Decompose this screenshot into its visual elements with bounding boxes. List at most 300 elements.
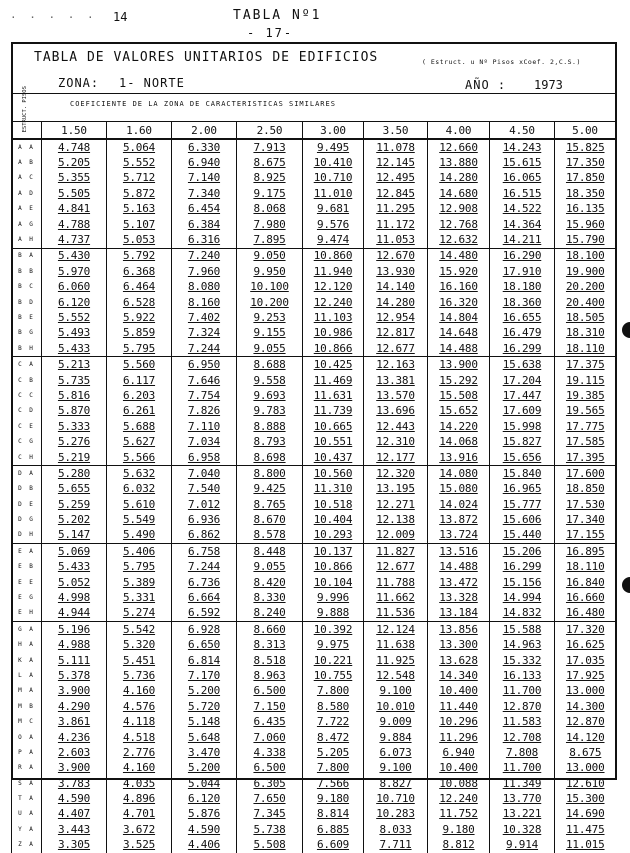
value-cell: 4.590 <box>172 822 237 837</box>
value-cell: 17.375 <box>555 357 616 373</box>
value-cell: 4.590 <box>42 791 107 806</box>
value-cell: 12.163 <box>364 357 428 373</box>
anio-value: 1973 <box>534 78 563 92</box>
value-cell: 12.677 <box>364 560 428 575</box>
value-cell: 16.515 <box>490 186 555 201</box>
value-cell: 9.975 <box>303 638 364 653</box>
value-cell: 5.816 <box>42 388 107 403</box>
value-cell: 14.648 <box>428 326 490 341</box>
value-cell: 10.755 <box>303 668 364 683</box>
value-cell: 13.184 <box>428 606 490 622</box>
column-header: 2.00 <box>172 122 237 140</box>
value-cell: 17.775 <box>555 419 616 434</box>
value-cell: 8.160 <box>172 295 237 310</box>
value-cell: 5.970 <box>42 264 107 279</box>
value-cell: 11.475 <box>555 822 616 837</box>
value-cell: 19.565 <box>555 404 616 419</box>
value-cell: 5.259 <box>42 497 107 512</box>
row-code: B E <box>12 310 42 325</box>
value-cell: 5.202 <box>42 512 107 527</box>
value-cell: 11.739 <box>303 404 364 419</box>
row-code: B C <box>12 280 42 295</box>
value-cell: 10.400 <box>428 684 490 699</box>
value-cell: 12.495 <box>364 171 428 186</box>
value-cell: 6.305 <box>237 776 303 791</box>
value-cell: 5.549 <box>107 512 172 527</box>
value-cell: 15.615 <box>490 155 555 170</box>
value-cell: 5.200 <box>172 761 237 776</box>
value-cell: 12.548 <box>364 668 428 683</box>
table-row <box>12 295 616 310</box>
row-code: C G <box>12 434 42 449</box>
value-cell: 15.156 <box>490 575 555 590</box>
value-cell: 5.430 <box>42 248 107 264</box>
value-cell: 7.800 <box>303 684 364 699</box>
value-cell: 15.777 <box>490 497 555 512</box>
value-cell: 15.080 <box>428 482 490 497</box>
value-cell: 14.488 <box>428 560 490 575</box>
row-code: M B <box>12 699 42 714</box>
value-cell: 12.145 <box>364 155 428 170</box>
value-cell: 10.551 <box>303 434 364 449</box>
value-cell: 8.812 <box>428 838 490 853</box>
value-cell: 4.160 <box>107 684 172 699</box>
value-cell: 8.925 <box>237 171 303 186</box>
table-row <box>12 155 616 170</box>
row-code: B D <box>12 295 42 310</box>
value-cell: 14.680 <box>428 186 490 201</box>
value-cell: 7.646 <box>172 373 237 388</box>
value-cell: 12.240 <box>428 791 490 806</box>
column-header: 4.50 <box>490 122 555 140</box>
value-cell: 11.103 <box>303 310 364 325</box>
value-cell: 5.274 <box>107 606 172 622</box>
value-cell: 10.392 <box>303 622 364 638</box>
value-cell: 14.994 <box>490 590 555 605</box>
value-cell: 12.817 <box>364 326 428 341</box>
value-cell: 5.655 <box>42 482 107 497</box>
value-cell: 16.299 <box>490 560 555 575</box>
value-cell: 10.104 <box>303 575 364 590</box>
row-code: D B <box>12 482 42 497</box>
value-cell: 11.788 <box>364 575 428 590</box>
value-cell: 16.065 <box>490 171 555 186</box>
value-cell: 4.118 <box>107 714 172 729</box>
value-cell: 12.768 <box>428 217 490 232</box>
value-cell: 9.693 <box>237 388 303 403</box>
value-cell: 5.433 <box>42 341 107 357</box>
side-label-text: ESTRUCT. PISOS <box>21 85 28 133</box>
value-cell: 16.320 <box>428 295 490 310</box>
value-cell: 4.406 <box>172 838 237 853</box>
value-cell: 9.009 <box>364 714 428 729</box>
value-cell: 15.840 <box>490 466 555 482</box>
value-cell: 17.340 <box>555 512 616 527</box>
table-row <box>12 248 616 264</box>
value-cell: 5.069 <box>42 544 107 560</box>
value-cell: 14.120 <box>555 730 616 745</box>
value-cell: 15.920 <box>428 264 490 279</box>
value-cell: 9.425 <box>237 482 303 497</box>
value-cell: 3.861 <box>42 714 107 729</box>
column-header: 2.50 <box>237 122 303 140</box>
value-cell: 18.850 <box>555 482 616 497</box>
value-cell: 8.420 <box>237 575 303 590</box>
value-cell: 5.333 <box>42 419 107 434</box>
table-row <box>12 544 616 560</box>
row-code: A D <box>12 186 42 201</box>
table-row <box>12 822 616 837</box>
value-cell: 8.888 <box>237 419 303 434</box>
row-code: B H <box>12 341 42 357</box>
value-cell: 4.788 <box>42 217 107 232</box>
value-cell: 8.814 <box>303 807 364 822</box>
value-cell: 9.100 <box>364 684 428 699</box>
value-cell: 11.010 <box>303 186 364 201</box>
value-cell: 5.378 <box>42 668 107 683</box>
value-cell: 9.950 <box>237 264 303 279</box>
value-cell: 6.650 <box>172 638 237 653</box>
value-cell: 14.522 <box>490 202 555 217</box>
value-cell: 5.688 <box>107 419 172 434</box>
value-cell: 6.316 <box>172 232 237 248</box>
value-cell: 6.261 <box>107 404 172 419</box>
value-cell: 7.913 <box>237 139 303 155</box>
value-cell: 14.832 <box>490 606 555 622</box>
value-cell: 10.425 <box>303 357 364 373</box>
anio-label: AÑO : <box>465 78 507 92</box>
value-cell: 8.675 <box>555 745 616 760</box>
value-cell: 10.986 <box>303 326 364 341</box>
table-row <box>12 653 616 668</box>
table-row <box>12 512 616 527</box>
value-cell: 11.296 <box>428 730 490 745</box>
table-row <box>12 590 616 605</box>
table-row <box>12 560 616 575</box>
value-cell: 4.701 <box>107 807 172 822</box>
value-cell: 17.530 <box>555 497 616 512</box>
value-cell: 10.560 <box>303 466 364 482</box>
value-cell: 6.435 <box>237 714 303 729</box>
value-cell: 12.708 <box>490 730 555 745</box>
value-cell: 10.404 <box>303 512 364 527</box>
row-code: U A <box>12 807 42 822</box>
value-cell: 17.585 <box>555 434 616 449</box>
value-cell: 16.290 <box>490 248 555 264</box>
value-cell: 7.540 <box>172 482 237 497</box>
zona-label: ZONA: <box>58 76 100 90</box>
value-cell: 13.195 <box>364 482 428 497</box>
row-code: P A <box>12 745 42 760</box>
value-cell: 7.895 <box>237 232 303 248</box>
value-cell: 11.015 <box>555 838 616 853</box>
value-cell: 10.437 <box>303 450 364 466</box>
value-cell: 15.292 <box>428 373 490 388</box>
value-cell: 5.389 <box>107 575 172 590</box>
value-cell: 13.221 <box>490 807 555 822</box>
values-table <box>11 121 616 853</box>
value-cell: 7.402 <box>172 310 237 325</box>
value-cell: 11.662 <box>364 590 428 605</box>
value-cell: 5.406 <box>107 544 172 560</box>
value-cell: 5.627 <box>107 434 172 449</box>
value-cell: 8.793 <box>237 434 303 449</box>
value-cell: 2.603 <box>42 745 107 760</box>
value-cell: 20.200 <box>555 280 616 295</box>
value-cell: 6.500 <box>237 761 303 776</box>
value-cell: 13.628 <box>428 653 490 668</box>
value-cell: 17.035 <box>555 653 616 668</box>
value-cell: 14.300 <box>555 699 616 714</box>
column-header: 1.60 <box>107 122 172 140</box>
value-cell: 9.100 <box>364 761 428 776</box>
value-cell: 14.340 <box>428 668 490 683</box>
value-cell: 11.631 <box>303 388 364 403</box>
value-cell: 12.870 <box>555 714 616 729</box>
value-cell: 5.735 <box>42 373 107 388</box>
value-cell: 5.200 <box>172 684 237 699</box>
value-cell: 6.384 <box>172 217 237 232</box>
value-cell: 11.536 <box>364 606 428 622</box>
value-cell: 10.296 <box>428 714 490 729</box>
value-cell: 19.900 <box>555 264 616 279</box>
value-cell: 3.783 <box>42 776 107 791</box>
value-cell: 14.963 <box>490 638 555 653</box>
table-row <box>12 217 616 232</box>
value-cell: 6.936 <box>172 512 237 527</box>
value-cell: 5.320 <box>107 638 172 653</box>
value-cell: 15.332 <box>490 653 555 668</box>
value-cell: 11.700 <box>490 684 555 699</box>
value-cell: 7.826 <box>172 404 237 419</box>
table-row <box>12 684 616 699</box>
value-cell: 6.454 <box>172 202 237 217</box>
value-cell: 8.827 <box>364 776 428 791</box>
value-cell: 5.490 <box>107 528 172 544</box>
row-code: M A <box>12 684 42 699</box>
value-cell: 6.862 <box>172 528 237 544</box>
value-cell: 11.925 <box>364 653 428 668</box>
value-cell: 5.876 <box>172 807 237 822</box>
value-cell: 13.381 <box>364 373 428 388</box>
value-cell: 14.690 <box>555 807 616 822</box>
value-cell: 16.135 <box>555 202 616 217</box>
value-cell: 16.965 <box>490 482 555 497</box>
row-code: A H <box>12 232 42 248</box>
value-cell: 13.696 <box>364 404 428 419</box>
table-row <box>12 280 616 295</box>
value-cell: 5.451 <box>107 653 172 668</box>
value-cell: 5.052 <box>42 575 107 590</box>
value-cell: 7.150 <box>237 699 303 714</box>
value-cell: 4.737 <box>42 232 107 248</box>
edge-mark <box>622 322 630 338</box>
table-row <box>12 139 616 155</box>
value-cell: 5.870 <box>42 404 107 419</box>
value-cell: 15.206 <box>490 544 555 560</box>
value-cell: 12.870 <box>490 699 555 714</box>
table-row <box>12 699 616 714</box>
value-cell: 12.240 <box>303 295 364 310</box>
value-cell: 5.738 <box>237 822 303 837</box>
value-cell: 15.300 <box>555 791 616 806</box>
value-cell: 5.648 <box>172 730 237 745</box>
value-cell: 12.009 <box>364 528 428 544</box>
value-cell: 14.364 <box>490 217 555 232</box>
value-cell: 6.664 <box>172 590 237 605</box>
table-heading: TABLA Nº1 <box>233 8 322 23</box>
value-cell: 8.580 <box>303 699 364 714</box>
code-header <box>12 122 42 140</box>
value-cell: 10.665 <box>303 419 364 434</box>
column-header: 1.50 <box>42 122 107 140</box>
value-cell: 5.205 <box>42 155 107 170</box>
value-cell: 6.940 <box>428 745 490 760</box>
value-cell: 5.610 <box>107 497 172 512</box>
corner-text: · · · · · <box>10 11 97 24</box>
value-cell: 9.495 <box>303 139 364 155</box>
value-cell: 12.310 <box>364 434 428 449</box>
value-cell: 11.078 <box>364 139 428 155</box>
value-cell: 15.825 <box>555 139 616 155</box>
value-cell: 4.896 <box>107 791 172 806</box>
row-code: H A <box>12 638 42 653</box>
value-cell: 17.600 <box>555 466 616 482</box>
value-cell: 14.804 <box>428 310 490 325</box>
value-cell: 9.055 <box>237 560 303 575</box>
value-cell: 11.752 <box>428 807 490 822</box>
value-cell: 4.290 <box>42 699 107 714</box>
page-marker: - 17- <box>247 26 294 40</box>
value-cell: 5.720 <box>172 699 237 714</box>
value-cell: 9.576 <box>303 217 364 232</box>
value-cell: 5.792 <box>107 248 172 264</box>
value-cell: 3.525 <box>107 838 172 853</box>
value-cell: 4.944 <box>42 606 107 622</box>
value-cell: 4.576 <box>107 699 172 714</box>
value-cell: 5.872 <box>107 186 172 201</box>
value-cell: 11.295 <box>364 202 428 217</box>
value-cell: 17.350 <box>555 155 616 170</box>
column-header-row <box>12 122 616 140</box>
value-cell: 16.655 <box>490 310 555 325</box>
row-code: A B <box>12 155 42 170</box>
value-cell: 6.940 <box>172 155 237 170</box>
row-code: A E <box>12 202 42 217</box>
value-cell: 5.107 <box>107 217 172 232</box>
table-row <box>12 264 616 279</box>
value-cell: 8.330 <box>237 590 303 605</box>
row-code: A A <box>12 139 42 155</box>
value-cell: 9.996 <box>303 590 364 605</box>
value-cell: 3.900 <box>42 684 107 699</box>
value-cell: 18.360 <box>490 295 555 310</box>
value-cell: 15.790 <box>555 232 616 248</box>
table-row <box>12 668 616 683</box>
value-cell: 6.120 <box>42 295 107 310</box>
row-code: C E <box>12 419 42 434</box>
value-cell: 8.518 <box>237 653 303 668</box>
value-cell: 6.368 <box>107 264 172 279</box>
value-cell: 12.908 <box>428 202 490 217</box>
value-cell: 5.508 <box>237 838 303 853</box>
value-cell: 13.000 <box>555 684 616 699</box>
value-cell: 17.925 <box>555 668 616 683</box>
value-cell: 12.271 <box>364 497 428 512</box>
table-row <box>12 202 616 217</box>
value-cell: 6.958 <box>172 450 237 466</box>
value-cell: 9.180 <box>428 822 490 837</box>
value-cell: 9.050 <box>237 248 303 264</box>
value-cell: 10.328 <box>490 822 555 837</box>
row-code: D E <box>12 497 42 512</box>
value-cell: 5.219 <box>42 450 107 466</box>
value-cell: 13.856 <box>428 622 490 638</box>
value-cell: 5.276 <box>42 434 107 449</box>
value-cell: 5.148 <box>172 714 237 729</box>
row-code: B B <box>12 264 42 279</box>
value-cell: 5.213 <box>42 357 107 373</box>
value-cell: 7.711 <box>364 838 428 853</box>
edge-mark <box>622 577 630 593</box>
value-cell: 5.163 <box>107 202 172 217</box>
value-cell: 7.345 <box>237 807 303 822</box>
value-cell: 3.305 <box>42 838 107 853</box>
value-cell: 5.111 <box>42 653 107 668</box>
instructions-note: ( Estruct. u Nº Pisos xCoef. 2,C.S.) <box>422 58 581 66</box>
value-cell: 7.754 <box>172 388 237 403</box>
value-cell: 9.253 <box>237 310 303 325</box>
value-cell: 15.606 <box>490 512 555 527</box>
row-code: C H <box>12 450 42 466</box>
value-cell: 7.340 <box>172 186 237 201</box>
table-row <box>12 776 616 791</box>
value-cell: 12.632 <box>428 232 490 248</box>
table-row <box>12 310 616 325</box>
value-cell: 14.068 <box>428 434 490 449</box>
value-cell: 18.100 <box>555 248 616 264</box>
value-cell: 8.080 <box>172 280 237 295</box>
value-cell: 7.110 <box>172 419 237 434</box>
row-code: A G <box>12 217 42 232</box>
column-header: 3.50 <box>364 122 428 140</box>
value-cell: 15.960 <box>555 217 616 232</box>
value-cell: 7.566 <box>303 776 364 791</box>
value-cell: 17.910 <box>490 264 555 279</box>
value-cell: 17.447 <box>490 388 555 403</box>
value-cell: 5.331 <box>107 590 172 605</box>
value-cell: 10.518 <box>303 497 364 512</box>
table-row <box>12 357 616 373</box>
value-cell: 18.350 <box>555 186 616 201</box>
value-cell: 5.566 <box>107 450 172 466</box>
value-cell: 19.115 <box>555 373 616 388</box>
value-cell: 11.440 <box>428 699 490 714</box>
table-row <box>12 171 616 186</box>
value-cell: 15.656 <box>490 450 555 466</box>
value-cell: 4.841 <box>42 202 107 217</box>
value-cell: 8.688 <box>237 357 303 373</box>
value-cell: 6.528 <box>107 295 172 310</box>
side-label <box>8 85 42 133</box>
value-cell: 5.505 <box>42 186 107 201</box>
table-row <box>12 341 616 357</box>
value-cell: 12.660 <box>428 139 490 155</box>
value-cell: 8.240 <box>237 606 303 622</box>
row-code: Z A <box>12 838 42 853</box>
value-cell: 14.024 <box>428 497 490 512</box>
value-cell: 12.677 <box>364 341 428 357</box>
